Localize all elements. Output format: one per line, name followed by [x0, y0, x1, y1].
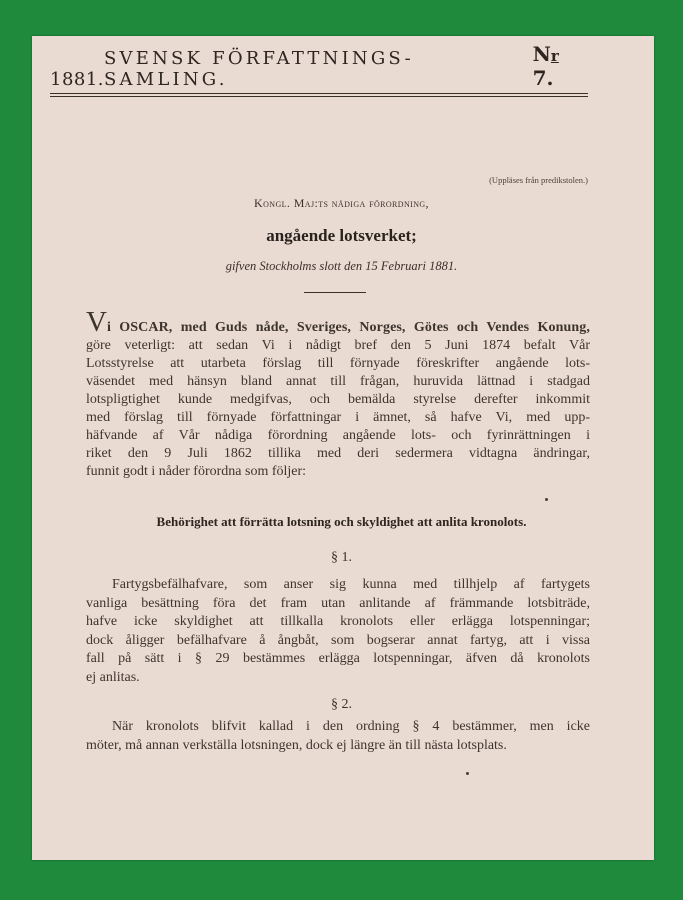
- section-title: Behörighet att förrätta lotsning och skyldighet att anlita kronolots.: [156, 514, 527, 529]
- intro-opening-line: [86, 306, 590, 338]
- header-number-value: 7.: [532, 66, 554, 90]
- paragraph-line: hafve icke skyldighet att tillkalla kronolots eller erlägga lotspenningar;: [86, 614, 590, 629]
- header-rule-thick: [50, 93, 588, 94]
- paragraph-line: möter, må annan verkställa lotsningen, dock ej längre än till nästa lotsplats.: [86, 737, 507, 753]
- intro-line: häfvande af Vår nådiga förordning angående lots- och fyrinrättningen i: [86, 428, 590, 443]
- intro-line: göre veterligt: att sedan Vi i nådigt bref den 5 Juni 1874 befalt Vår: [86, 338, 590, 353]
- paragraph-line: vanliga besättning föra det fram utan anlitande af främmande lotsbiträde,: [86, 595, 590, 611]
- intro-line: Lotsstyrelse att utarbeta förslag till förnyade föreskrifter angående lots-: [86, 356, 590, 371]
- header-number: [533, 42, 586, 90]
- intro-paragraph: [86, 306, 590, 481]
- decree-heading-initial: K: [254, 196, 264, 210]
- paragraph-line: Fartygsbefälhafvare, som anser sig kunna med tillhjelp af fartygets: [112, 577, 590, 592]
- paragraph-1: [86, 576, 590, 687]
- paper-speck: [466, 772, 469, 775]
- separator-rule: [304, 292, 366, 293]
- decree-subject: angående lotsverket;: [266, 226, 417, 245]
- decree-given: gifven Stockholms slott den 15 Februari 1881.: [225, 259, 458, 273]
- reading-note: (Uppläses från predikstolen.): [489, 175, 588, 185]
- paragraph-mark-1: § 1.: [331, 550, 352, 565]
- paragraph-line: fall på sätt i § 29 bestämmes erlägga lotspenningar, äfven då kronolots: [86, 651, 590, 666]
- decree-heading-rest: ongl. Maj:ts nådiga förordning,: [263, 196, 429, 210]
- paragraph-line: dock åligger befälhafvare å ångbåt, som bogserar annat fartyg, att i vissa: [86, 632, 590, 648]
- paragraph-2: [86, 718, 590, 755]
- paper-speck: [545, 498, 548, 501]
- decree-heading: [0, 196, 683, 211]
- paragraph-mark-2: § 2.: [331, 697, 352, 712]
- intro-line: funnit godt i nåder förordna som följer:: [86, 464, 307, 479]
- header-number-prefix: N: [532, 42, 551, 66]
- header-rule-thin: [50, 96, 588, 97]
- paragraph-line: ej anlitas.: [86, 669, 140, 685]
- intro-line: med förslag till förnyade författningar i ämnet, så hafve Vi, med upp-: [86, 410, 590, 425]
- header-title: SVENSK FÖRFATTNINGS-SAMLING.: [104, 48, 414, 90]
- intro-dropcap: V: [86, 306, 107, 338]
- header-year: 1881.: [50, 69, 105, 90]
- intro-opening: i OSCAR, med Guds nåde, Sveriges, Norges, Götes och Vendes Konung,: [106, 320, 590, 335]
- intro-line: väsendet med hänsyn bland annat till frågan, huruvida lättnad i stadgad: [86, 374, 590, 389]
- intro-line: riket den 9 Juli 1862 tillika med deri sedermera vidtagna ändringar,: [86, 446, 590, 461]
- intro-line: lotspligtighet kunde medgifvas, och bemälda styrelse derefter inkommit: [86, 392, 590, 407]
- page-header: [50, 42, 586, 90]
- header-number-suffix: r: [550, 47, 559, 65]
- paragraph-line: När kronolots blifvit kallad i den ordning § 4 bestämmer, men icke: [112, 719, 590, 734]
